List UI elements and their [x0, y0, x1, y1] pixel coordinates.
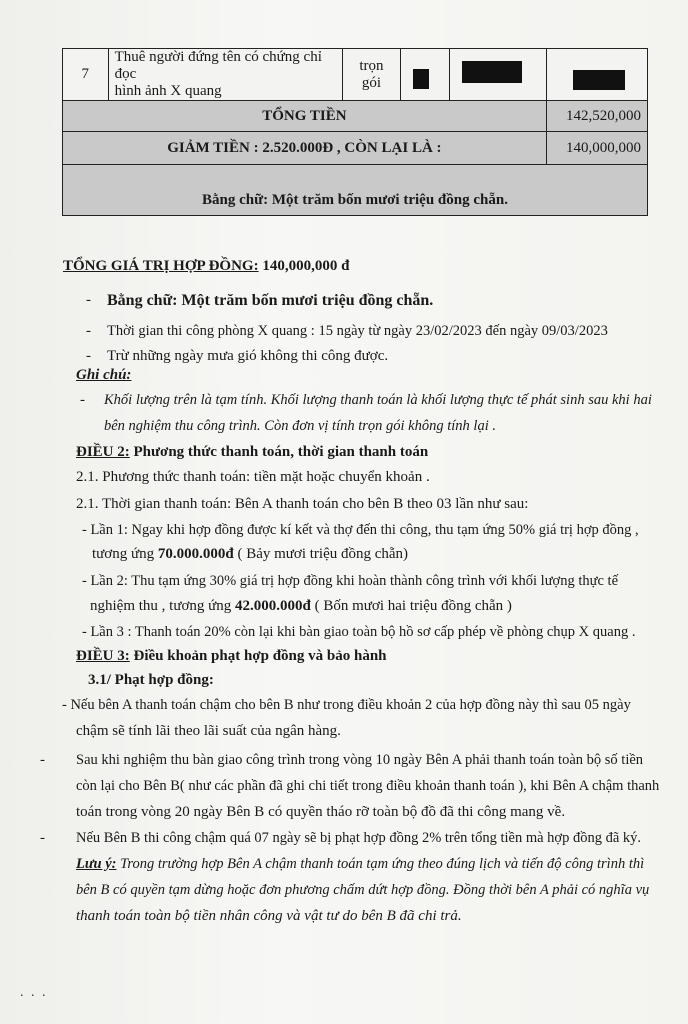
- redacted-price: [450, 49, 547, 101]
- installment1-amount: 70.000.000đ: [157, 546, 234, 562]
- article2-title: [76, 444, 428, 461]
- article2-title-text: Phương thức thanh toán, thời gian thanh toán: [129, 444, 429, 460]
- note-line1: Khối lượng trên là tạm tính. Khối lượng thanh toán là khối lượng thực tế phát sinh sau khi hai: [104, 392, 652, 408]
- penalty-b: Nếu Bên B thi công chậm quá 07 ngày sẽ bị phạt hợp đồng 2% trên tổng tiền mà hợp đồng đã ký.: [76, 830, 642, 846]
- installment2-line1: - Lần 2: Thu tạm ứng 30% giá trị hợp đồng khi hoàn thành công trình với khối lượng thực tế: [82, 573, 619, 589]
- remaining-value: 140,000,000: [546, 132, 647, 165]
- table-row-7: [63, 49, 648, 101]
- row-unit: [342, 49, 400, 101]
- contract-in-words: Bằng chữ: Một trăm bốn mươi triệu đồng chẵn.: [107, 292, 434, 309]
- caution-label: Lưu ý:: [76, 856, 117, 872]
- penalty-a-line1: - Nếu bên A thanh toán chậm cho bên B như trong điều khoản 2 của hợp đồng này thì sau 05 ngày: [62, 697, 631, 713]
- caution-line2: bên B có quyền tạm dừng hoặc đơn phương chấm dứt hợp đồng. Đồng thời bên A phải có nghĩa vụ: [76, 882, 650, 898]
- discount-label: GIẢM TIỀN : 2.520.000Đ , CÒN LẠI LÀ :: [63, 132, 547, 165]
- bullet-dash: -: [80, 392, 85, 408]
- installment1-post: ( Bảy mươi triệu đồng chẵn): [233, 546, 409, 562]
- installment2-line2: [90, 598, 512, 615]
- total-label: TỔNG TIỀN: [63, 101, 547, 132]
- bullet-dash: -: [86, 348, 91, 364]
- installment3: - Lần 3 : Thanh toán 20% còn lại khi bàn giao toàn bộ hồ sơ cấp phép về phòng chụp X quang .: [82, 624, 636, 640]
- price-table: [62, 48, 648, 216]
- construction-time: Thời gian thi công phòng X quang : 15 ngày từ ngày 23/02/2023 đến ngày 09/03/2023: [107, 323, 608, 339]
- installment1-line2: [92, 546, 408, 563]
- handover-line1: Sau khi nghiệm thu bàn giao công trình trong vòng 10 ngày Bên A phải thanh toán toàn bộ số tiền: [76, 752, 644, 768]
- row-description: [108, 49, 342, 101]
- handover-line3: toán trong vòng 20 ngày Bên B có quyền tháo rỡ toàn bộ đồ đã thi công mang về.: [76, 804, 566, 820]
- bullet-dash: -: [86, 323, 91, 339]
- penalty-a-line2: chậm sẽ tính lãi theo lãi suất của ngân hàng.: [76, 723, 341, 739]
- handover-line2: còn lại cho Bên B( như các phần đã ghi chi tiết trong điều khoản thanh toán ), khi Bên A chậm thanh: [76, 778, 660, 794]
- in-words-row: [63, 165, 648, 216]
- redacted-amount: [546, 49, 647, 101]
- bullet-dash: -: [40, 830, 45, 846]
- penalty-subtitle: 3.1/ Phạt hợp đồng:: [88, 672, 214, 688]
- article3-title: [76, 648, 387, 665]
- article3-title-label: ĐIỀU 3:: [76, 648, 130, 664]
- row-unit-line2: gói: [361, 74, 382, 91]
- installment2-post: ( Bốn mươi hai triệu đồng chẵn ): [310, 598, 512, 614]
- total-row: [63, 101, 648, 132]
- footer-marks: . . .: [20, 985, 48, 1000]
- caution-line3: thanh toán toàn bộ tiền nhân công và vật tư do bên B đã chi trả.: [76, 908, 462, 924]
- bullet-dash: -: [40, 752, 45, 768]
- installment1-line1: - Lần 1: Ngay khi hợp đồng được kí kết và thợ đến thi công, thu tạm ứng 50% giá trị hợp đồng ,: [82, 522, 639, 538]
- caution-line1: [76, 856, 644, 873]
- excluded-days: Trừ những ngày mưa gió không thi công được.: [107, 348, 389, 364]
- installment2-amount: 42.000.000đ: [235, 598, 311, 614]
- in-words-text: Bằng chữ: Một trăm bốn mươi triệu đồng chẵn.: [63, 165, 648, 216]
- caution-text: Trong trường hợp Bên A chậm thanh toán tạm ứng theo đúng lịch và tiến độ công trình thì: [116, 856, 645, 872]
- row-number: 7: [63, 49, 109, 101]
- note-label: Ghi chú:: [76, 367, 132, 383]
- contract-total-value: 140,000,000 đ: [262, 258, 350, 274]
- installment1-pre: tương ứng: [92, 546, 158, 562]
- article3-title-text: Điều khoản phạt hợp đồng và bảo hành: [129, 648, 387, 664]
- row-description-line1: Thuê người đứng tên có chứng chỉ đọc: [114, 49, 322, 82]
- payment-method: 2.1. Phương thức thanh toán: tiền mặt hoặc chuyển khoản .: [76, 469, 430, 485]
- total-value: 142,520,000: [546, 101, 647, 132]
- contract-total-label: TỔNG GIÁ TRỊ HỢP ĐỒNG:: [63, 258, 259, 274]
- note-line2: bên nghiệm thu công trình. Còn đơn vị tính trọn gói không tính lại .: [104, 418, 496, 434]
- payment-time: 2.1. Thời gian thanh toán: Bên A thanh toán cho bên B theo 03 lần như sau:: [76, 496, 529, 512]
- discount-row: [63, 132, 648, 165]
- redacted-quantity: [401, 49, 450, 101]
- row-unit-line1: trọn: [359, 57, 384, 74]
- bullet-dash: -: [86, 292, 91, 308]
- row-description-line2: hình ảnh X quang: [114, 83, 222, 99]
- article2-title-label: ĐIỀU 2:: [76, 444, 130, 460]
- contract-total: [63, 258, 349, 275]
- installment2-pre: nghiệm thu , tương ứng: [90, 598, 236, 614]
